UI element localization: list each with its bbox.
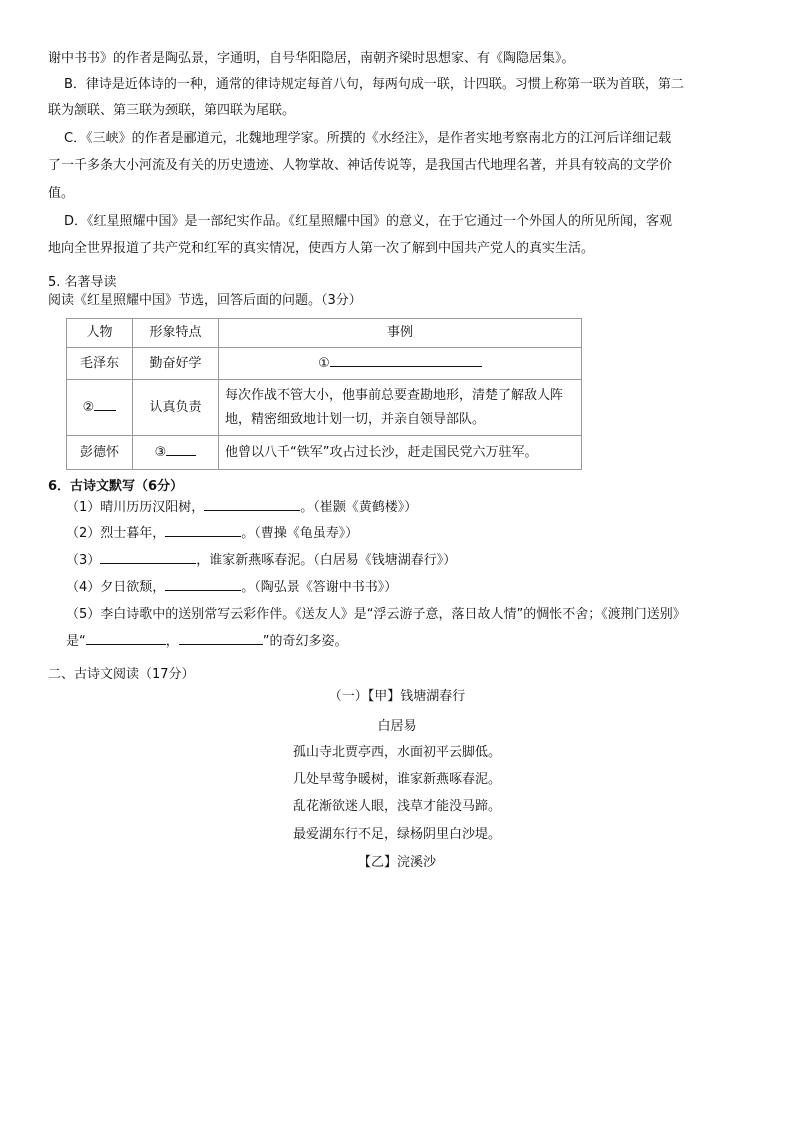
question-4: （4）夕日欲颓， 。（陶弘景《答谢中书书》） — [66, 580, 398, 595]
blank-label: ① — [318, 355, 330, 371]
table-cell-example: 每次作战不管大小，他事前总要查勘地形，清楚了解敌人阵地，精密细致地计划一切，并亲自领导部队。 — [219, 380, 582, 436]
option-c-line-3: 值。 — [48, 186, 75, 201]
poem-1-author: 白居易 — [377, 719, 417, 734]
section-5-instruction: 阅读《红星照耀中国》节选，回答后面的问题。（3分） — [48, 293, 362, 308]
section-6-title: 6．古诗文默写（6分） — [48, 479, 184, 494]
question-1: （1）晴川历历汉阳树， 。（崔颢《黄鹤楼》） — [66, 500, 418, 515]
answer-blank[interactable] — [86, 632, 166, 645]
table-cell-trait: 勤奋好学 — [133, 348, 219, 380]
table-cell-trait — [133, 436, 219, 470]
answer-blank[interactable] — [100, 551, 196, 564]
answer-blank[interactable] — [165, 578, 241, 591]
option-b-line-1: B．律诗是近体诗的一种，通常的律诗规定每首八句，每两句成一联，计四联。习惯上称第一联为首联，第二 — [64, 77, 684, 92]
answer-blank[interactable] — [204, 498, 300, 511]
option-c-line-1: C．《三峡》的作者是郦道元，北魏地理学家。所撰的《水经注》，是作者实地考察南北方的江河后详细记载 — [64, 131, 672, 146]
answer-blank[interactable] — [166, 443, 196, 456]
character-table — [66, 318, 582, 470]
question-5-line-2: 是“ ， ”的奇幻多姿。 — [66, 634, 348, 649]
table-cell-person: 彭德怀 — [67, 436, 133, 470]
poem-line: 乱花渐欲迷人眼，浅草才能没马蹄。 — [292, 799, 501, 814]
table-cell-example — [219, 348, 582, 380]
table-cell-trait: 认真负责 — [133, 380, 219, 436]
table-cell-person: 毛泽东 — [67, 348, 133, 380]
question-2: （2）烈士暮年， 。（曹操《龟虽寿》） — [66, 526, 359, 541]
blank-label: ② — [82, 399, 95, 415]
table-header: 形象特点 — [133, 319, 219, 348]
poem-line: 几处早莺争暖树，谁家新燕啄春泥。 — [292, 772, 501, 787]
table-row — [67, 380, 582, 436]
table-header-row — [67, 319, 582, 348]
question-5-line-1: （5）李白诗歌中的送别常写云彩作伴。《送友人》是“浮云游子意，落日故人情”的惆怅不舍；《渡荆门送别》 — [66, 607, 686, 622]
option-a-continuation: 谢中书书》的作者是陶弘景，字通明，自号华阳隐居，南朝齐梁时思想家、有《陶隐居集》。 — [48, 51, 575, 66]
part-2-title: 二、古诗文阅读（17分） — [48, 667, 195, 682]
section-5-title: 5. 名著导读 — [48, 275, 117, 290]
table-row — [67, 436, 582, 470]
option-d-line-1: D．《红星照耀中国》是一部纪实作品。《红星照耀中国》的意义，在于它通过一个外国人的所见所闻，客观 — [64, 214, 673, 229]
table-cell-example: 他曾以八千“铁军”攻占过长沙，赶走国民党六万驻军。 — [219, 436, 582, 470]
question-3: （3） ，谁家新燕啄春泥。（白居易《钱塘湖春行》） — [66, 553, 457, 568]
answer-blank[interactable] — [165, 524, 241, 537]
poem-1-heading: （一）【甲】钱塘湖春行 — [328, 689, 466, 704]
table-cell-person — [67, 380, 133, 436]
answer-blank[interactable] — [330, 354, 482, 367]
table-row — [67, 348, 582, 380]
answer-blank[interactable] — [94, 398, 116, 411]
option-c-line-2: 了一千多条大小河流及有关的历史遗迹、人物掌故、神话传说等，是我国古代地理名著，并具有较高的文学价 — [48, 158, 673, 173]
poem-line: 最爱湖东行不足，绿杨阴里白沙堤。 — [292, 827, 501, 842]
answer-blank[interactable] — [179, 632, 263, 645]
poem-line: 孤山寺北贾亭西，水面初平云脚低。 — [292, 745, 501, 760]
blank-label: ③ — [154, 444, 167, 460]
poem-2-heading: 【乙】浣溪沙 — [357, 855, 436, 870]
option-b-line-2: 联为颔联、第三联为颈联，第四联为尾联。 — [48, 103, 296, 118]
option-d-line-2: 地向全世界报道了共产党和红军的真实情况，使西方人第一次了解到中国共产党人的真实生活。 — [48, 241, 595, 256]
table-header: 人物 — [67, 319, 133, 348]
table-header: 事例 — [219, 319, 582, 348]
